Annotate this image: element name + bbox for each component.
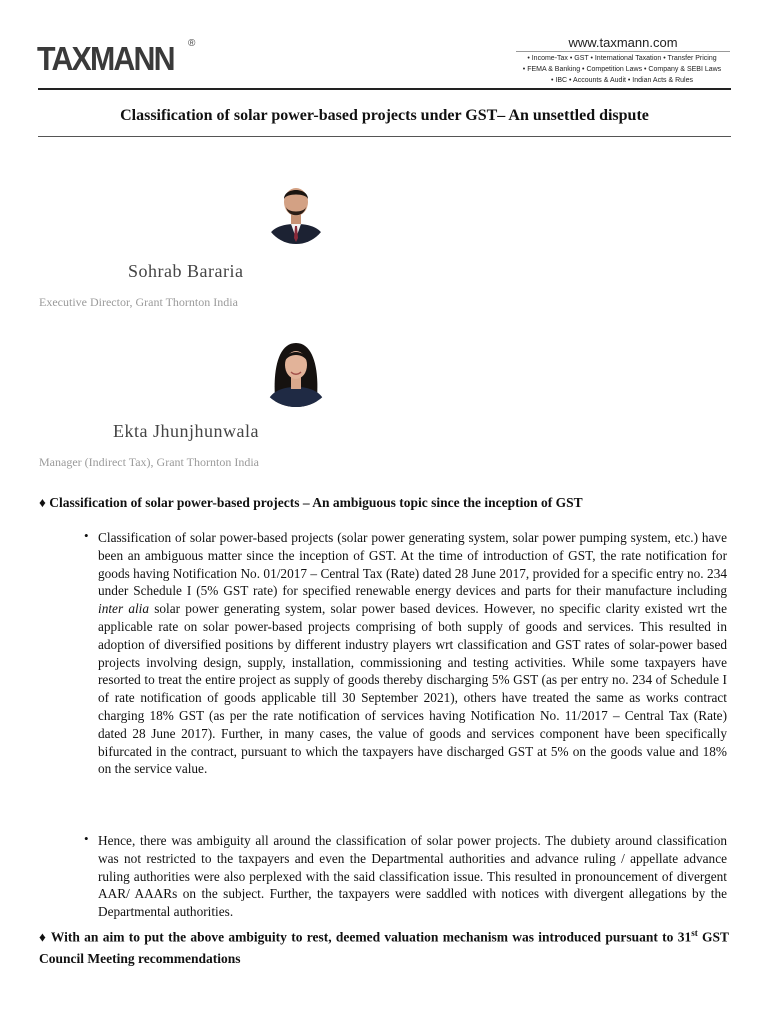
author-name: Ekta Jhunjhunwala — [113, 421, 259, 441]
author-avatar-sohrab — [264, 180, 328, 244]
diamond-bullet-icon: ♦ — [39, 929, 47, 945]
italic-phrase: inter alia — [98, 601, 150, 617]
ordinal-suffix: st — [691, 928, 698, 938]
diamond-bullet-icon: ♦ — [39, 495, 46, 510]
paragraph: Hence, there was ambiguity all around the classification of solar power projects. The dubiety around classification was not restricted to the taxpayers and even the Departmental authorities and advance ruling / appellate advance ruling authorities were also perplexed with the said classification issue. This resulted in pronouncement of divergent AAR/ AAARs on the subject. Further, the taxpayers were saddled with notices with divergent allegations by the Departmental authorities. — [98, 833, 727, 920]
female-author-photo — [258, 337, 334, 407]
section-heading — [39, 495, 734, 511]
website-underline — [516, 51, 730, 52]
paragraph-text: solar power generating system, solar power based devices. However, no specific clarity existed wrt the applicable rate on solar power-based projects comprising of both supply of goods and services. This resulted in adoption of diversified positions by different industry players wrt classification and GST rates of solar-power based projects involving design, supply, installation, commissioning and testing activities. While some taxpayers have resorted to treat the entire project as supply of goods thereby discharging 5% GST (as per entry no. 234 of Schedule I of rate notification of goods applicable till 30 September 2021), others have treated the same as works contract charging 18% GST (as per the rate notification of services having Notification No. 11/2017 – Central Tax (Rate) dated 28 June 2017). Further, in many cases, the value of goods and services component have been specifically bifurcated in the contract, pursuant to which the taxpayers have discharged GST at 5% on the goods value and 18% on the service value. — [98, 601, 727, 777]
section-heading-text: Classification of solar power-based projects – An ambiguous topic since the inception of GST — [49, 495, 583, 510]
bullet-icon: • — [84, 831, 89, 846]
header-divider — [38, 88, 731, 90]
article-title: Classification of solar power-based projects under GST– An unsettled dispute — [120, 107, 649, 124]
title-divider — [38, 136, 731, 137]
author-name: Sohrab Bararia — [128, 261, 244, 281]
author-avatar-ekta — [258, 337, 334, 407]
section-heading-text: With an aim to put the above ambiguity to rest, deemed valuation mechanism was introduced pursuant to 31 — [50, 929, 692, 945]
registered-mark: ® — [188, 38, 196, 49]
subject-line: • IBC • Accounts & Audit • Indian Acts & Rules — [551, 77, 693, 84]
section-heading-text: GST Council Meeting recommendations — [39, 929, 730, 966]
subject-line: • Income-Tax • GST • International Taxation • Transfer Pricing — [527, 55, 717, 62]
section-heading — [39, 923, 729, 969]
subject-line: • FEMA & Banking • Competition Laws • Company & SEBI Laws — [522, 66, 722, 73]
paragraph — [98, 529, 727, 778]
author-role: Executive Director, Grant Thornton India — [39, 295, 238, 309]
bullet-icon: • — [84, 528, 89, 543]
paragraph-text: Classification of solar power-based projects (solar power generating system, solar power pumping system, etc.) have been an ambiguous matter since the inception of GST. At the time of introduction of GST, the rate notification for goods having Notification No. 01/2017 – Central Tax (Rate) dated 28 June 2017, provided for a specific entry no. 234 under Schedule I (5% GST rate) for specified renewable energy devices and parts for their manufacture including — [98, 530, 727, 599]
website-link[interactable]: www.taxmann.com — [568, 35, 678, 50]
male-author-photo — [264, 180, 328, 244]
author-role: Manager (Indirect Tax), Grant Thornton India — [39, 455, 259, 469]
taxmann-logo: TAXMANN — [37, 40, 174, 77]
